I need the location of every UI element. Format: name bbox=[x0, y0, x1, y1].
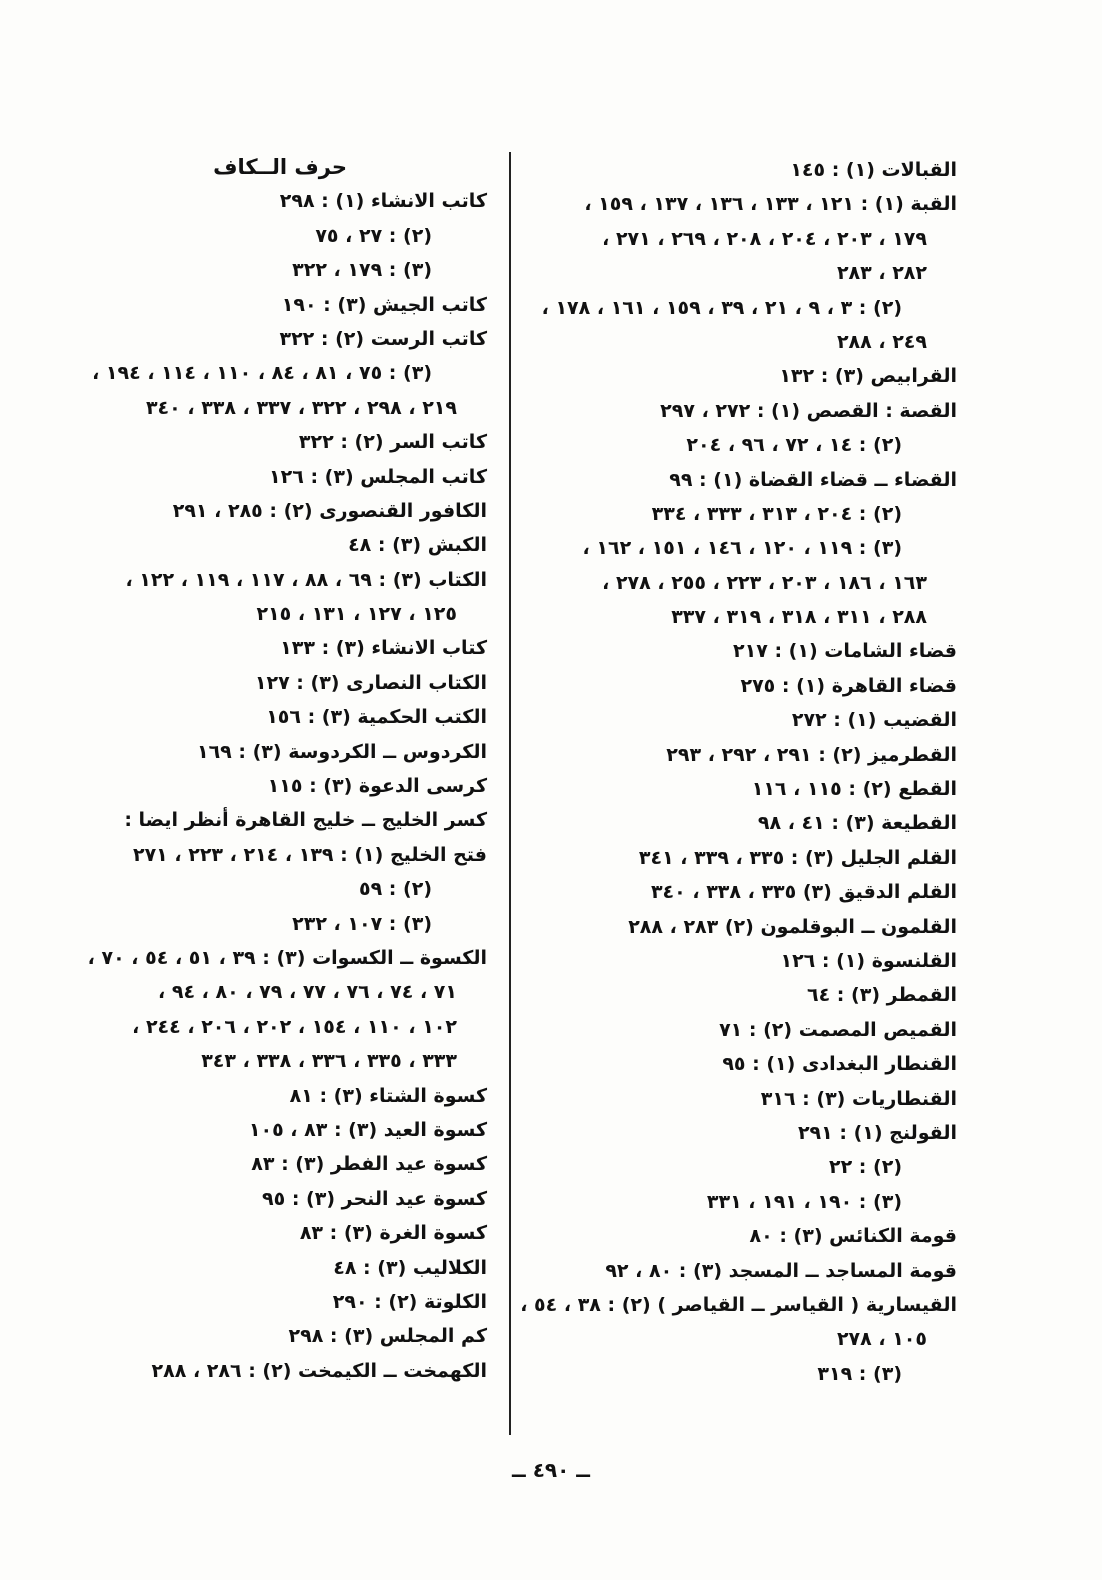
index-entry: كاتب الرست (٢) : ٣٢٢ bbox=[279, 327, 487, 350]
index-entry: القرابيص (٣) : ١٣٢ bbox=[779, 365, 957, 388]
index-entry: الكلوتة (٢) : ٢٩٠ bbox=[332, 1290, 487, 1313]
index-entry: قومة المساجد ــ المسجد (٣) : ٨٠ ، ٩٢ bbox=[605, 1259, 957, 1282]
index-entry-continuation: (٣) : ٣١٩ bbox=[817, 1362, 902, 1385]
index-entry: كسوة عيد النحر (٣) : ٩٥ bbox=[262, 1187, 487, 1210]
index-entry: القيسارية ( القياسر ــ القياصر ) (٢) : ٣٨ ، ٥٤ ، bbox=[520, 1293, 957, 1316]
index-entry-continuation: (٣) : ١٧٩ ، ٣٢٢ bbox=[292, 259, 432, 282]
index-entry: القطع (٢) : ١١٥ ، ١١٦ bbox=[751, 778, 957, 801]
index-entry: القمطر (٣) : ٦٤ bbox=[806, 984, 957, 1007]
index-entry-continuation: ٣٣٣ ، ٣٣٥ ، ٣٣٦ ، ٣٣٨ ، ٣٤٣ bbox=[201, 1050, 457, 1073]
index-entry: فتح الخليج (١) : ١٣٩ ، ٢١٤ ، ٢٢٣ ، ٢٧١ bbox=[132, 843, 487, 866]
index-entry-continuation: ١٠٥ ، ٢٧٨ bbox=[836, 1328, 927, 1351]
index-entry-continuation: (٢) : ٢٢ bbox=[828, 1156, 902, 1179]
index-entry: كسوة الشتاء (٣) : ٨١ bbox=[289, 1084, 487, 1107]
index-entry: كم المجلس (٣) : ٢٩٨ bbox=[288, 1325, 487, 1348]
index-entry-continuation: ٧١ ، ٧٤ ، ٧٦ ، ٧٧ ، ٧٩ ، ٨٠ ، ٩٤ ، bbox=[158, 981, 457, 1004]
index-entry-continuation: (٢) : ١٤ ، ٧٢ ، ٩٦ ، ٢٠٤ bbox=[686, 434, 902, 457]
index-entry-continuation: (٢) : ٣ ، ٩ ، ٢١ ، ٣٩ ، ١٥٩ ، ١٦١ ، ١٧٨ ، bbox=[541, 296, 902, 319]
index-entry: القبة (١) : ١٢١ ، ١٣٣ ، ١٣٦ ، ١٣٧ ، ١٥٩ ، bbox=[584, 193, 957, 216]
index-entry-continuation: ٢٤٩ ، ٢٨٨ bbox=[836, 330, 927, 353]
index-entry: القميص المصمت (٢) : ٧١ bbox=[719, 1018, 957, 1041]
index-entry: كسوة العيد (٣) : ٨٣ ، ١٠٥ bbox=[248, 1118, 487, 1141]
index-entry: الكردوس ــ الكردوسة (٣) : ١٦٩ bbox=[196, 740, 487, 763]
index-entry: قضاء الشامات (١) : ٢١٧ bbox=[733, 640, 957, 663]
index-entry-continuation: (٢) : ٢٠٤ ، ٣١٣ ، ٣٣٣ ، ٣٣٤ bbox=[651, 502, 902, 525]
column-divider bbox=[509, 152, 511, 1435]
index-entry: القبالات (١) : ١٤٥ bbox=[790, 159, 957, 181]
index-entry: القضاء ــ قضاء القضاة (١) : ٩٩ bbox=[669, 468, 957, 491]
index-entry: كاتب الجيش (٣) : ١٩٠ bbox=[281, 293, 487, 316]
index-entry-continuation: ٢٨٢ ، ٢٨٣ bbox=[836, 262, 927, 285]
index-entry: قومة الكنائس (٣) : ٨٠ bbox=[749, 1225, 957, 1248]
index-entry: كاتب المجلس (٣) : ١٢٦ bbox=[269, 465, 487, 488]
index-entry: الكلاليب (٣) : ٤٨ bbox=[333, 1256, 487, 1279]
index-entry: القطيعة (٣) : ٤١ ، ٩٨ bbox=[757, 812, 957, 835]
index-entries-left bbox=[17, 184, 487, 1388]
index-entry: قضاء القاهرة (١) : ٢٧٥ bbox=[740, 674, 957, 697]
index-entry-continuation: ١٦٣ ، ١٨٦ ، ٢٠٣ ، ٢٢٣ ، ٢٥٥ ، ٢٧٨ ، bbox=[602, 571, 927, 594]
index-entry-continuation: (٣) : ١٠٧ ، ٢٣٢ bbox=[292, 912, 432, 935]
index-entry: الكبش (٣) : ٤٨ bbox=[348, 534, 487, 557]
index-entry-continuation: ١٠٢ ، ١١٠ ، ١٥٤ ، ٢٠٢ ، ٢٠٦ ، ٢٤٤ ، bbox=[132, 1015, 457, 1038]
page-number: ــ ٤٩٠ ــ bbox=[512, 1458, 590, 1482]
index-entry-continuation: (٣) : ٧٥ ، ٨١ ، ٨٤ ، ١١٠ ، ١١٤ ، ١٩٤ ، bbox=[92, 362, 432, 385]
index-entry-continuation: (٣) : ١١٩ ، ١٢٠ ، ١٤٦ ، ١٥١ ، ١٦٢ ، bbox=[582, 537, 902, 560]
index-entry: القنطار البغدادى (١) : ٩٥ bbox=[722, 1053, 957, 1076]
index-entry: القصة : القصص (١) : ٢٧٢ ، ٢٩٧ bbox=[660, 399, 957, 422]
index-column-right bbox=[517, 153, 957, 1391]
index-entry: كسوة الغرة (٣) : ٨٣ bbox=[299, 1222, 487, 1245]
index-entry: القطرميز (٢) : ٢٩١ ، ٢٩٢ ، ٢٩٣ bbox=[666, 743, 957, 766]
index-entry: كرسى الدعوة (٣) : ١١٥ bbox=[267, 775, 487, 798]
index-entry-continuation: ٢١٩ ، ٢٩٨ ، ٣٢٢ ، ٣٣٧ ، ٣٣٨ ، ٣٤٠ bbox=[145, 396, 457, 419]
index-entry: الكافور القنصورى (٢) : ٢٨٥ ، ٢٩١ bbox=[172, 499, 487, 522]
index-entry: كتاب الانشاء (٣) : ١٣٣ bbox=[280, 637, 487, 660]
index-entry-continuation: (٢) : ٥٩ bbox=[358, 878, 432, 901]
index-entry: القضيب (١) : ٢٧٢ bbox=[791, 709, 957, 732]
index-entry: القنطاريات (٣) : ٣١٦ bbox=[760, 1087, 957, 1110]
index-entry-continuation: (٣) : ١٩٠ ، ١٩١ ، ٣٣١ bbox=[706, 1190, 902, 1213]
index-entry: الكسوة ــ الكسوات (٣) : ٣٩ ، ٥١ ، ٥٤ ، ٧٠ ، bbox=[87, 946, 487, 969]
index-entry: القولنج (١) : ٢٩١ bbox=[797, 1121, 957, 1144]
index-entry-continuation: ١٧٩ ، ٢٠٣ ، ٢٠٤ ، ٢٠٨ ، ٢٦٩ ، ٢٧١ ، bbox=[602, 227, 927, 250]
index-entry: كاتب الانشاء (١) : ٢٩٨ bbox=[279, 190, 487, 213]
index-entry-continuation: ٢٨٨ ، ٣١١ ، ٣١٨ ، ٣١٩ ، ٣٣٧ bbox=[671, 606, 927, 629]
index-column-left bbox=[17, 150, 487, 1388]
index-entry: القلمون ــ البوقلمون (٢) ٢٨٣ ، ٢٨٨ bbox=[628, 915, 957, 938]
index-entry: القلم الجليل (٣) : ٣٣٥ ، ٣٣٩ ، ٣٤١ bbox=[638, 846, 957, 869]
index-entry: كاتب السر (٢) : ٣٢٢ bbox=[298, 431, 487, 454]
index-entry: القلم الدقيق (٣) ٣٣٥ ، ٣٣٨ ، ٣٤٠ bbox=[650, 881, 957, 904]
index-entry: كسوة عيد الفطر (٣) : ٨٣ bbox=[251, 1153, 487, 1176]
index-entry: الكهمخت ــ الكيمخت (٢) : ٢٨٦ ، ٢٨٨ bbox=[151, 1359, 487, 1382]
index-entry-continuation: (٢) : ٢٧ ، ٧٥ bbox=[315, 224, 432, 247]
index-entry: كسر الخليج ــ خليج القاهرة أنظر ايضا : bbox=[124, 809, 487, 832]
index-entry: الكتب الحكمية (٣) : ١٥٦ bbox=[266, 706, 487, 729]
index-entry-continuation: ١٢٥ ، ١٢٧ ، ١٣١ ، ٢١٥ bbox=[256, 603, 457, 626]
section-heading: حرف الــكاف bbox=[213, 155, 347, 179]
index-entry: الكتاب النصارى (٣) : ١٢٧ bbox=[254, 671, 487, 694]
index-entry: القلنسوة (١) : ١٢٦ bbox=[780, 949, 957, 972]
index-entry: الكتاب (٣) : ٦٩ ، ٨٨ ، ١١٧ ، ١١٩ ، ١٢٢ ، bbox=[125, 568, 487, 591]
